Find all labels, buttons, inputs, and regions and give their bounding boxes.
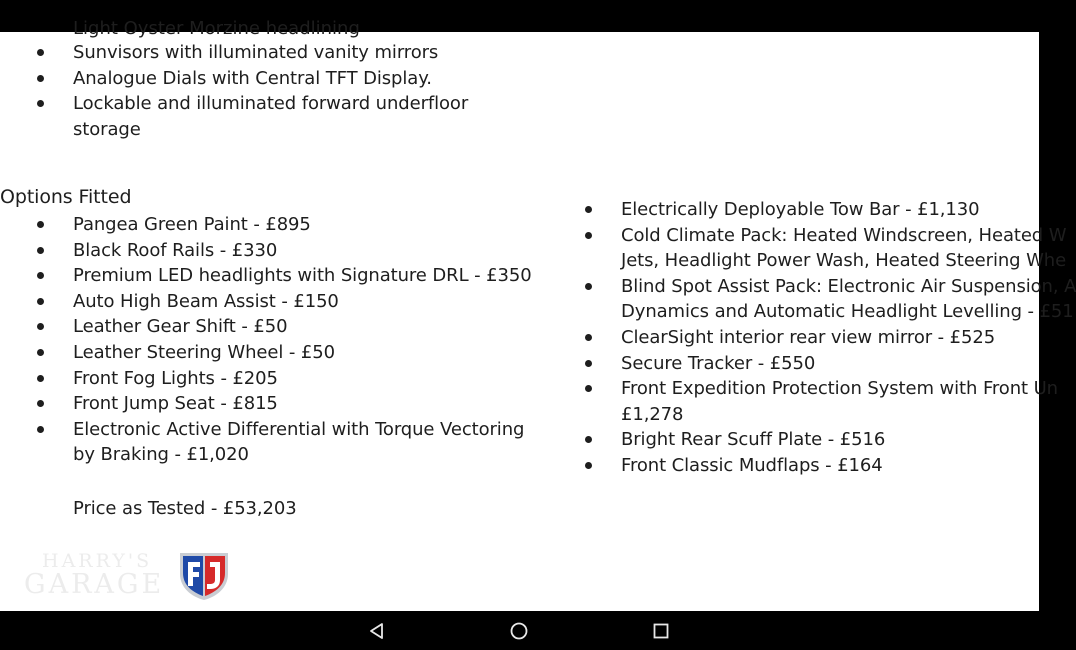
bullet-icon bbox=[37, 349, 44, 356]
bullet-icon bbox=[37, 49, 44, 56]
option-item-text: Leather Gear Shift - £50 bbox=[73, 316, 288, 338]
logo-line-1: HARRY'S bbox=[42, 550, 153, 572]
harrys-garage-logo bbox=[24, 552, 174, 598]
logo-line-2: GARAGE bbox=[24, 569, 165, 600]
bullet-icon bbox=[585, 232, 592, 239]
bullet-icon bbox=[37, 375, 44, 382]
bullet-icon bbox=[37, 221, 44, 228]
option-item-text: Front Jump Seat - £815 bbox=[73, 393, 278, 415]
bullet-icon bbox=[585, 360, 592, 367]
option-item-text: £1,278 bbox=[621, 403, 684, 425]
home-button[interactable] bbox=[508, 620, 530, 642]
recents-square-icon bbox=[655, 625, 668, 638]
price-as-tested: Price as Tested - £53,203 bbox=[73, 498, 297, 519]
bullet-icon bbox=[585, 385, 592, 392]
option-item-text: Jets, Headlight Power Wash, Heated Steering Whe bbox=[621, 250, 1067, 272]
option-item-text: Cold Climate Pack: Heated Windscreen, Heated W bbox=[621, 224, 1067, 246]
feature-item-text: storage bbox=[73, 119, 141, 141]
option-item-text: by Braking - £1,020 bbox=[73, 444, 249, 466]
option-item-text: Dynamics and Automatic Headlight Levelling - £51 bbox=[621, 301, 1074, 323]
back-triangle-icon bbox=[371, 624, 382, 638]
bullet-icon bbox=[37, 323, 44, 330]
option-item-text: Premium LED headlights with Signature DRL - £350 bbox=[73, 265, 532, 287]
home-circle-icon bbox=[512, 624, 527, 639]
option-item-text: Auto High Beam Assist - £150 bbox=[73, 290, 339, 312]
option-item-text: Blind Spot Assist Pack: Electronic Air Suspension, A bbox=[621, 275, 1076, 297]
bullet-icon bbox=[585, 283, 592, 290]
back-button[interactable] bbox=[366, 620, 388, 642]
bullet-icon bbox=[585, 462, 592, 469]
bullet-icon bbox=[37, 426, 44, 433]
recents-button[interactable] bbox=[650, 620, 672, 642]
feature-item-text: Sunvisors with illuminated vanity mirrors bbox=[73, 42, 439, 63]
bullet-icon bbox=[37, 298, 44, 305]
bullet-icon bbox=[37, 75, 44, 82]
cut-off-list-item: Light Oyster Morzine headlining bbox=[73, 18, 360, 39]
bullet-icon bbox=[37, 100, 44, 107]
bullet-icon bbox=[37, 400, 44, 407]
bullet-icon bbox=[37, 272, 44, 279]
bullet-icon bbox=[585, 206, 592, 213]
feature-item-text: Lockable and illuminated forward underfloor bbox=[73, 93, 469, 115]
option-item-text: Electrically Deployable Tow Bar - £1,130 bbox=[621, 199, 980, 220]
option-item-text: Bright Rear Scuff Plate - £516 bbox=[621, 429, 886, 451]
option-item-text: Pangea Green Paint - £895 bbox=[73, 214, 311, 235]
option-item-text: Electronic Active Differential with Torque Vectoring bbox=[73, 418, 525, 440]
bullet-icon bbox=[37, 247, 44, 254]
option-item-text: Front Fog Lights - £205 bbox=[73, 367, 278, 389]
options-heading: Options Fitted bbox=[0, 186, 132, 208]
option-item-text: Front Expedition Protection System with Front Un bbox=[621, 378, 1058, 400]
option-item-text: Secure Tracker - £550 bbox=[621, 352, 816, 374]
bullet-icon bbox=[585, 334, 592, 341]
option-item-text: Leather Steering Wheel - £50 bbox=[73, 342, 335, 363]
option-item-text: ClearSight interior rear view mirror - £525 bbox=[621, 327, 996, 348]
shield-logo-icon bbox=[176, 550, 232, 602]
option-item-text: Front Classic Mudflaps - £164 bbox=[621, 455, 883, 476]
bullet-icon bbox=[585, 436, 592, 443]
android-navigation-bar bbox=[0, 611, 1039, 650]
feature-item-text: Analogue Dials with Central TFT Display. bbox=[73, 67, 432, 89]
option-item-text: Black Roof Rails - £330 bbox=[73, 239, 278, 261]
document-page bbox=[0, 18, 1076, 611]
